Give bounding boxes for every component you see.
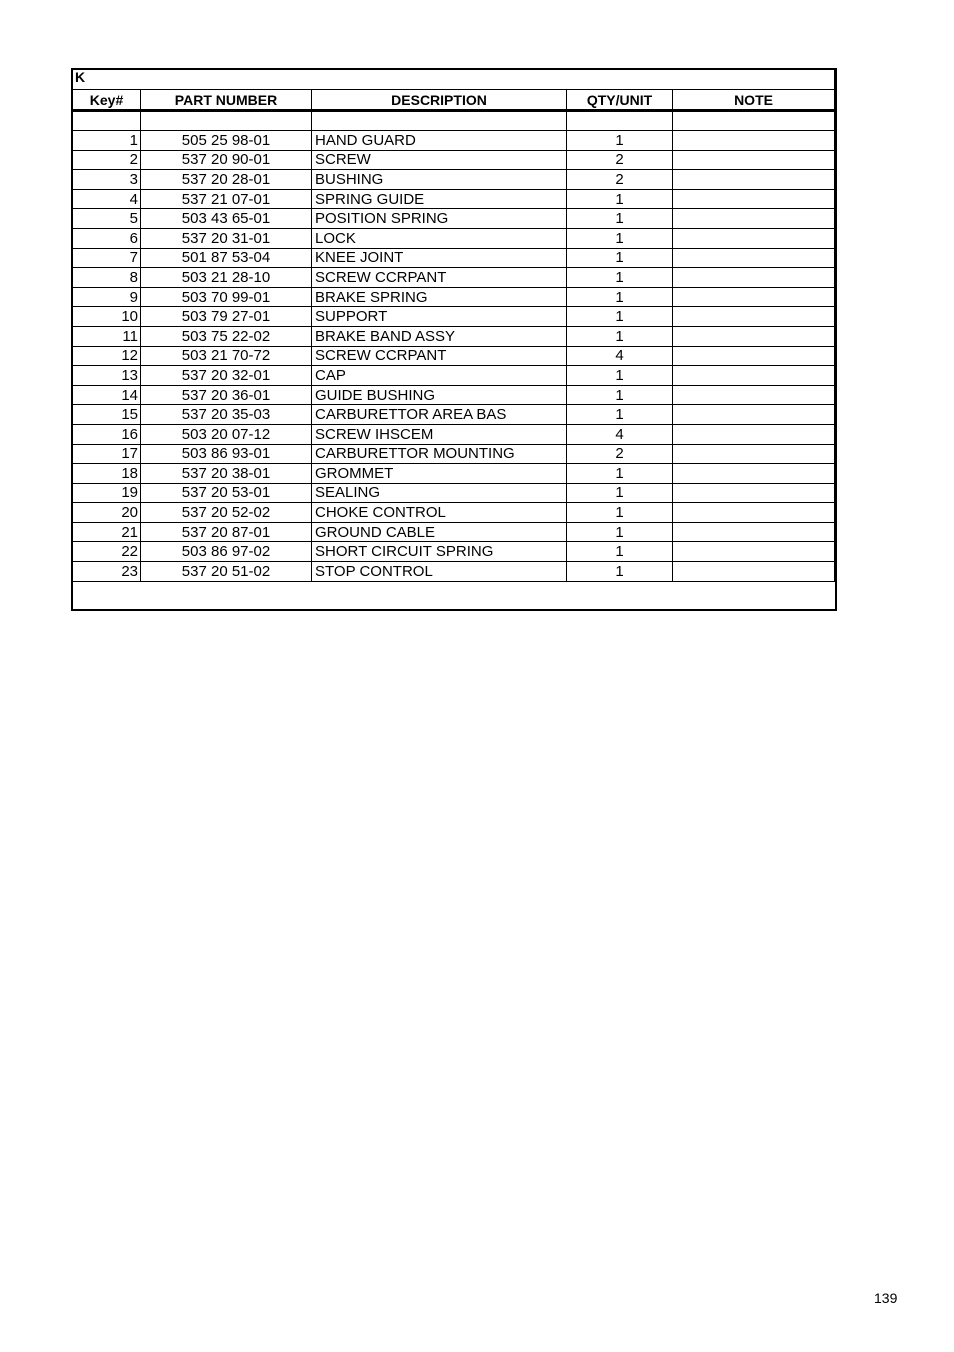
note-cell — [673, 444, 835, 464]
note-cell — [673, 385, 835, 405]
key-cell: 15 — [73, 405, 141, 425]
note-cell — [673, 542, 835, 562]
blank-cell — [141, 111, 312, 131]
note-cell — [673, 209, 835, 229]
part-number-cell: 537 20 36-01 — [141, 385, 312, 405]
part-number-cell: 503 20 07-12 — [141, 424, 312, 444]
note-cell — [673, 150, 835, 170]
blank-cell — [567, 111, 673, 131]
qty-cell: 4 — [567, 346, 673, 366]
part-number-cell: 537 20 90-01 — [141, 150, 312, 170]
note-cell — [673, 248, 835, 268]
key-cell: 17 — [73, 444, 141, 464]
key-cell: 16 — [73, 424, 141, 444]
column-header-part-number: PART NUMBER — [141, 90, 312, 111]
key-cell: 6 — [73, 228, 141, 248]
key-cell: 10 — [73, 307, 141, 327]
table-row — [73, 405, 835, 425]
table-row — [73, 307, 835, 327]
description-cell: SCREW CCRPANT — [312, 346, 567, 366]
blank-row — [73, 111, 835, 131]
table-row — [73, 228, 835, 248]
qty-cell: 1 — [567, 522, 673, 542]
note-cell — [673, 424, 835, 444]
description-cell: GROUND CABLE — [312, 522, 567, 542]
description-cell: CARBURETTOR AREA BAS — [312, 405, 567, 425]
description-cell: POSITION SPRING — [312, 209, 567, 229]
note-cell — [673, 366, 835, 386]
note-cell — [673, 464, 835, 484]
table-row — [73, 464, 835, 484]
key-cell: 7 — [73, 248, 141, 268]
description-cell: SCREW IHSCEM — [312, 424, 567, 444]
part-number-cell: 503 75 22-02 — [141, 326, 312, 346]
qty-cell: 1 — [567, 562, 673, 582]
part-number-cell: 537 20 87-01 — [141, 522, 312, 542]
part-number-cell: 501 87 53-04 — [141, 248, 312, 268]
qty-cell: 1 — [567, 307, 673, 327]
description-cell: SEALING — [312, 483, 567, 503]
qty-cell: 2 — [567, 150, 673, 170]
key-cell: 18 — [73, 464, 141, 484]
part-number-cell: 503 79 27-01 — [141, 307, 312, 327]
key-cell: 14 — [73, 385, 141, 405]
column-header-note: NOTE — [673, 90, 835, 111]
part-number-cell: 505 25 98-01 — [141, 131, 312, 151]
part-number-cell: 537 20 28-01 — [141, 170, 312, 190]
part-number-cell: 537 21 07-01 — [141, 189, 312, 209]
note-cell — [673, 268, 835, 288]
description-cell: BUSHING — [312, 170, 567, 190]
table-row — [73, 326, 835, 346]
description-cell: SPRING GUIDE — [312, 189, 567, 209]
note-cell — [673, 346, 835, 366]
key-cell: 11 — [73, 326, 141, 346]
key-cell: 2 — [73, 150, 141, 170]
part-number-cell: 537 20 52-02 — [141, 503, 312, 523]
description-cell: SCREW — [312, 150, 567, 170]
table-row — [73, 131, 835, 151]
qty-cell: 2 — [567, 170, 673, 190]
part-number-cell: 503 86 93-01 — [141, 444, 312, 464]
qty-cell: 4 — [567, 424, 673, 444]
qty-cell: 1 — [567, 287, 673, 307]
note-cell — [673, 189, 835, 209]
table-row — [73, 562, 835, 582]
key-cell: 5 — [73, 209, 141, 229]
table-row — [73, 150, 835, 170]
key-cell: 9 — [73, 287, 141, 307]
blank-cell — [73, 111, 141, 131]
table-row — [73, 209, 835, 229]
note-cell — [673, 287, 835, 307]
table-row — [73, 444, 835, 464]
key-cell: 19 — [73, 483, 141, 503]
qty-cell: 1 — [567, 464, 673, 484]
qty-cell: 1 — [567, 405, 673, 425]
qty-cell: 2 — [567, 444, 673, 464]
part-number-cell: 537 20 51-02 — [141, 562, 312, 582]
qty-cell: 1 — [567, 385, 673, 405]
description-cell: SCREW CCRPANT — [312, 268, 567, 288]
table-row — [73, 346, 835, 366]
part-number-cell: 537 20 31-01 — [141, 228, 312, 248]
description-cell: BRAKE BAND ASSY — [312, 326, 567, 346]
description-cell: CHOKE CONTROL — [312, 503, 567, 523]
description-cell: KNEE JOINT — [312, 248, 567, 268]
part-number-cell: 503 70 99-01 — [141, 287, 312, 307]
part-number-cell: 537 20 32-01 — [141, 366, 312, 386]
qty-cell: 1 — [567, 248, 673, 268]
table-row — [73, 424, 835, 444]
table-row — [73, 483, 835, 503]
key-cell: 20 — [73, 503, 141, 523]
section-row — [73, 70, 835, 90]
note-cell — [673, 228, 835, 248]
table-row — [73, 268, 835, 288]
qty-cell: 1 — [567, 542, 673, 562]
table-row — [73, 248, 835, 268]
qty-cell: 1 — [567, 326, 673, 346]
key-cell: 3 — [73, 170, 141, 190]
qty-cell: 1 — [567, 268, 673, 288]
description-cell: BRAKE SPRING — [312, 287, 567, 307]
key-cell: 4 — [73, 189, 141, 209]
key-cell: 12 — [73, 346, 141, 366]
note-cell — [673, 307, 835, 327]
column-header-qty: QTY/UNIT — [567, 90, 673, 111]
key-cell: 22 — [73, 542, 141, 562]
section-label: K — [73, 70, 835, 90]
note-cell — [673, 503, 835, 523]
description-cell: CAP — [312, 366, 567, 386]
note-cell — [673, 131, 835, 151]
description-cell: SHORT CIRCUIT SPRING — [312, 542, 567, 562]
qty-cell: 1 — [567, 483, 673, 503]
note-cell — [673, 170, 835, 190]
part-number-cell: 503 43 65-01 — [141, 209, 312, 229]
part-number-cell: 537 20 38-01 — [141, 464, 312, 484]
table-row — [73, 287, 835, 307]
key-cell: 23 — [73, 562, 141, 582]
key-cell: 21 — [73, 522, 141, 542]
key-cell: 13 — [73, 366, 141, 386]
blank-cell — [673, 111, 835, 131]
note-cell — [673, 522, 835, 542]
column-header-key: Key# — [73, 90, 141, 111]
table-row — [73, 542, 835, 562]
table-row — [73, 385, 835, 405]
part-number-cell: 503 86 97-02 — [141, 542, 312, 562]
header-row — [73, 90, 835, 111]
page-number: 139 — [874, 1290, 898, 1306]
key-cell: 1 — [73, 131, 141, 151]
qty-cell: 1 — [567, 228, 673, 248]
description-cell: GUIDE BUSHING — [312, 385, 567, 405]
description-cell: LOCK — [312, 228, 567, 248]
table-row — [73, 189, 835, 209]
table-row — [73, 170, 835, 190]
qty-cell: 1 — [567, 131, 673, 151]
table-row — [73, 522, 835, 542]
description-cell: STOP CONTROL — [312, 562, 567, 582]
part-number-cell: 537 20 53-01 — [141, 483, 312, 503]
part-number-cell: 503 21 28-10 — [141, 268, 312, 288]
description-cell: HAND GUARD — [312, 131, 567, 151]
parts-table — [72, 69, 835, 582]
table-row — [73, 366, 835, 386]
note-cell — [673, 405, 835, 425]
description-cell: CARBURETTOR MOUNTING — [312, 444, 567, 464]
description-cell: SUPPORT — [312, 307, 567, 327]
note-cell — [673, 483, 835, 503]
key-cell: 8 — [73, 268, 141, 288]
description-cell: GROMMET — [312, 464, 567, 484]
column-header-description: DESCRIPTION — [312, 90, 567, 111]
qty-cell: 1 — [567, 366, 673, 386]
table-row — [73, 503, 835, 523]
note-cell — [673, 562, 835, 582]
blank-cell — [312, 111, 567, 131]
note-cell — [673, 326, 835, 346]
qty-cell: 1 — [567, 209, 673, 229]
qty-cell: 1 — [567, 503, 673, 523]
part-number-cell: 503 21 70-72 — [141, 346, 312, 366]
qty-cell: 1 — [567, 189, 673, 209]
part-number-cell: 537 20 35-03 — [141, 405, 312, 425]
